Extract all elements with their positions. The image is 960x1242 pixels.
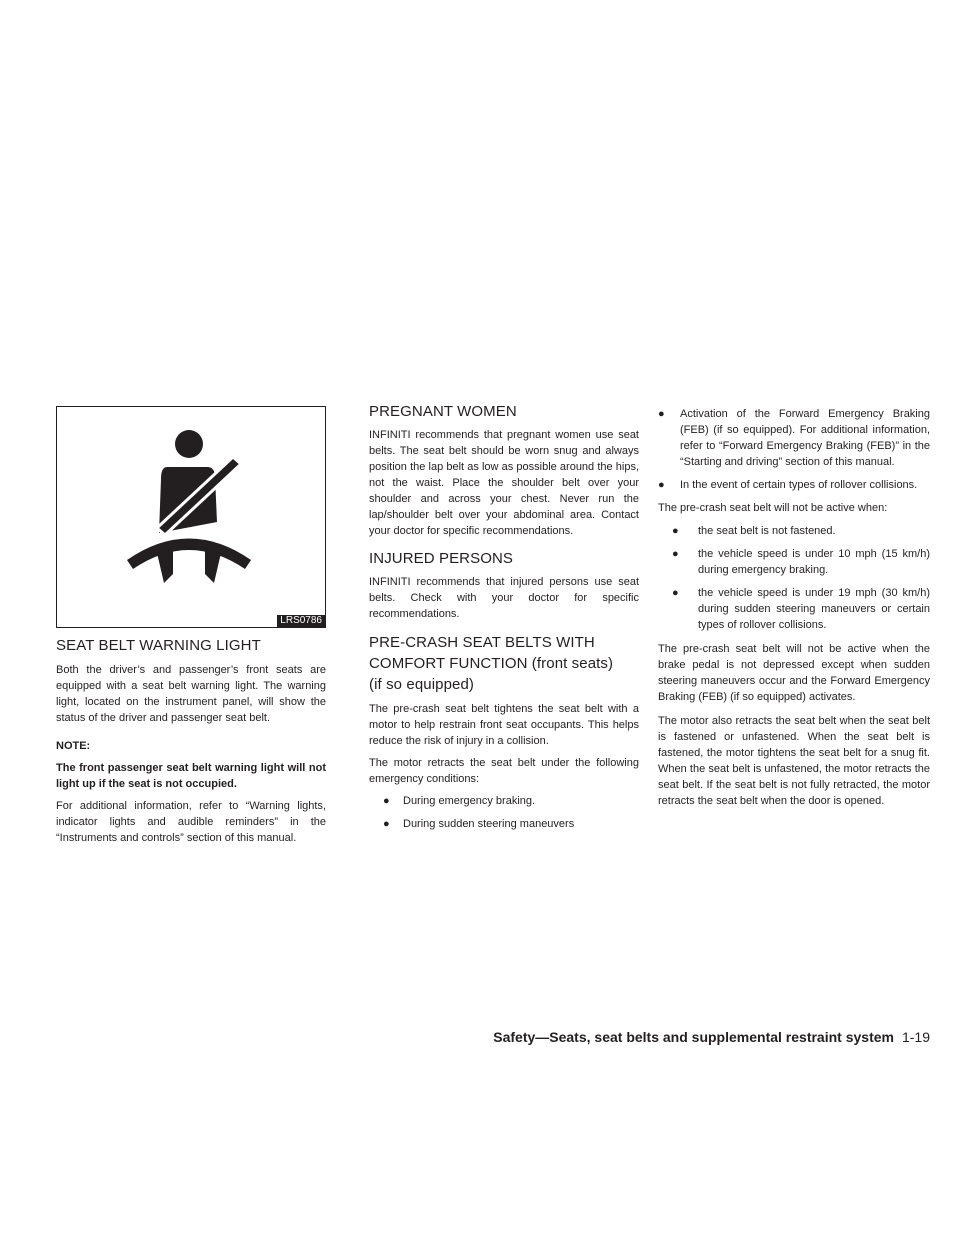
note-label: NOTE:: [56, 740, 91, 752]
seat-belt-warning-heading: SEAT BELT WARNING LIGHT: [56, 637, 261, 654]
motor-paragraph: The motor also retracts the seat belt when the seat belt is fastened or unfastened. When the seat belt is fastened, the motor tightens the seat belt for a snug fit. When the seat belt is unfastened, the motor retracts the seat belt. If the seat belt is not fully retracted, the motor retracts the seat belt when the door is opened.: [658, 715, 930, 807]
bullet-icon: ●: [383, 818, 390, 830]
pregnant-women-heading: PREGNANT WOMEN: [369, 403, 517, 420]
inactive-paragraph: The pre-crash seat belt will not be active when the brake pedal is not depressed except when sudden steering maneuvers occur and the Forward Emergency Braking (FEB) (if so equipped) activates.: [658, 643, 930, 703]
figure-label: LRS0786: [277, 615, 325, 627]
seat-belt-warning-paragraph: Both the driver’s and passenger’s front seats are equipped with a seat belt warning light. The warning light, located on the instrument panel, will show the status of the driver and passenger seat belt.: [56, 664, 326, 724]
bullet-icon: ●: [672, 587, 679, 599]
pregnant-women-text: INFINITI recommends that pregnant women use seat belts. The seat belt should be worn snug and always position the lap belt as low as possible around the hips, not the waist. Place the shoulder belt over your shoulder and across your chest. Never run the lap/shoulder belt over your abdominal area. Contact your doctor for specific recommendations.: [369, 429, 639, 537]
list-item: ● In the event of certain types of rollover collisions.: [658, 479, 918, 491]
inactive-intro: The pre-crash seat belt will not be active when:: [658, 502, 888, 514]
emergency-conditions-list: [369, 793, 639, 832]
list-item: ● the seat belt is not fastened.: [672, 525, 836, 537]
page-number: 1-19: [901, 1029, 930, 1045]
bullet-icon: ●: [383, 795, 390, 807]
note-text: The front passenger seat belt warning light will not light up if the seat is not occupied.: [56, 762, 326, 790]
inactive-conditions-list: [658, 523, 930, 633]
pre-crash-heading: [369, 632, 639, 695]
pre-crash-heading-line3: (if so equipped): [369, 676, 474, 693]
emergency-conditions-list-continued: [658, 406, 930, 493]
seat-belt-warning-figure: [56, 406, 326, 628]
seat-belt-warning-icon: [57, 407, 325, 627]
list-item: ● During sudden steering maneuvers: [383, 818, 575, 830]
pre-crash-heading-line1: PRE-CRASH SEAT BELTS WITH: [369, 634, 595, 651]
bullet-icon: ●: [658, 479, 665, 491]
column-right: [658, 406, 930, 809]
reference-paragraph: For additional information, refer to “Warning lights, indicator lights and audible reminders” in the “Instruments and controls” section of this manual.: [56, 800, 326, 844]
list-item: ● the vehicle speed is under 10 mph (15 km/h) during emergency braking.: [672, 548, 930, 576]
bullet-icon: ●: [658, 408, 665, 420]
section-title: Safety—Seats, seat belts and supplemental restraint system: [493, 1029, 894, 1045]
motor-intro: The motor retracts the seat belt under the following emergency conditions:: [369, 757, 639, 785]
pre-crash-text: The pre-crash seat belt tightens the seat belt with a motor to help restrain front seat occupants. This helps reduce the risk of injury in a collision.: [369, 703, 639, 747]
injured-persons-heading: INJURED PERSONS: [369, 550, 514, 567]
list-item: ● Activation of the Forward Emergency Braking (FEB) (if so equipped). For additional information, refer to “Forward Emergency Braking (FEB)” in the “Starting and driving” section of this manual.: [658, 408, 930, 468]
page-footer: [493, 1028, 930, 1046]
injured-persons-text: INFINITI recommends that injured persons use seat belts. Check with your doctor for specific recommendations.: [369, 576, 639, 620]
bullet-icon: ●: [672, 525, 679, 537]
bullet-icon: ●: [672, 548, 679, 560]
column-left: [56, 406, 326, 846]
list-item: ● the vehicle speed is under 19 mph (30 km/h) during sudden steering maneuvers or certain types of rollover collisions.: [672, 587, 930, 631]
column-middle: [369, 403, 639, 832]
list-item: ● During emergency braking.: [383, 795, 536, 807]
pre-crash-heading-line2: COMFORT FUNCTION (front seats): [369, 655, 614, 672]
